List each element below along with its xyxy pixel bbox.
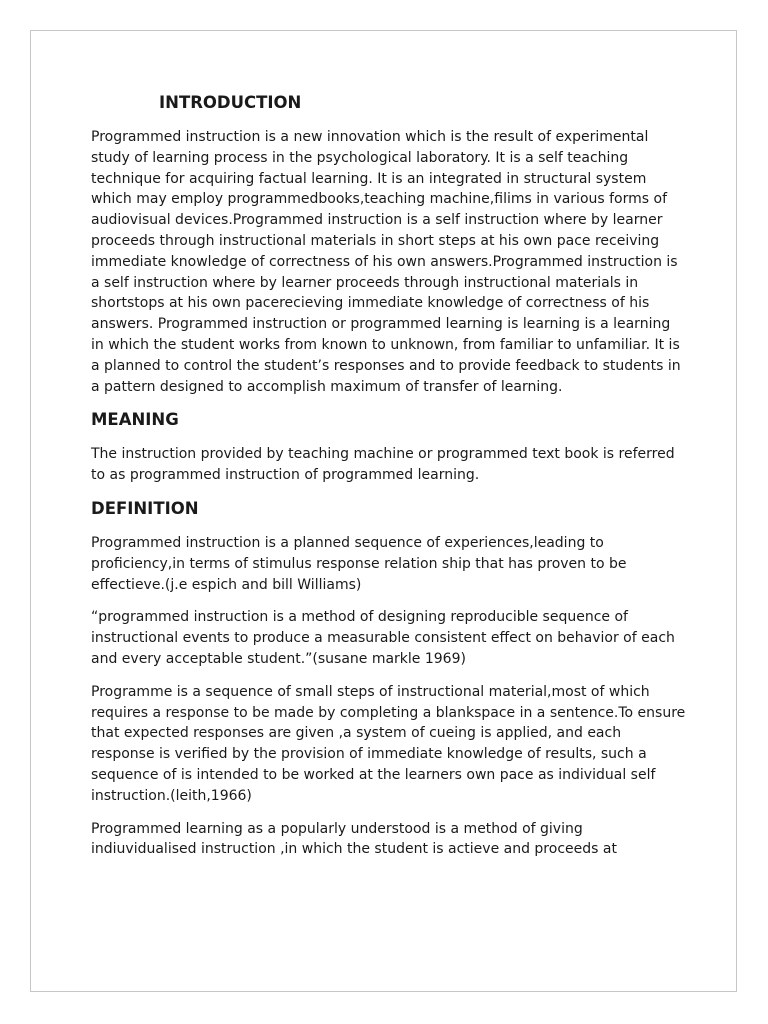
page-title: INTRODUCTION: [159, 93, 302, 112]
intro-paragraph: Programmed instruction is a new innovation which is the result of experimental study of learning process in the psychological laboratory. It is a self teaching technique for acquiring factual learning. It is an integrated in structural system which may employ programmedbooks,teaching machine,filims in various forms of audiovisual devices.Programmed instruction is a self instruction where by learner proceeds through instructional materials in short steps at his own pace receiving immediate knowledge of correctness of his own answers.Programmed instruction is a self instruction where by learner proceeds through instructional materials in shortstops at his own pacerecieving immediate knowledge of correctness of his answers. Programmed instruction or programmed learning is learning is a learning in which the student works from known to unknown, from familiar to unfamiliar. It is a planned to control the student’s responses and to provide feedback to students in a pattern designed to accomplish maximum of transfer of learning.: [91, 129, 681, 395]
definition-paragraph-2: “programmed instruction is a method of designing reproducible sequence of instructional events to produce a measurable consistent effect on behavior of each and every acceptable student.”(susane markle 1969): [91, 609, 675, 667]
definition-paragraph-1: Programmed instruction is a planned sequence of experiences,leading to proficiency,in terms of stimulus response relation ship that has proven to be effectieve.(j.e espich and bill Williams): [91, 534, 627, 593]
document-page: [30, 30, 737, 992]
definition-paragraph-3: Programme is a sequence of small steps of instructional material,most of which requires a response to be made by completing a blankspace in a sentence.To ensure that expected responses are given ,a system of cueing is applied, and each response is verified by the provision of immediate knowledge of results, such a sequence of is intended to be worked at the learners own pace as individual self instruction.(leith,1966): [91, 683, 686, 804]
definition-heading: DEFINITION: [91, 498, 199, 518]
definition-paragraph-4: Programmed learning as a popularly understood is a method of giving indiuvidualised instruction ,in which the student is actieve and proceeds at: [91, 820, 617, 858]
meaning-heading: MEANING: [91, 410, 179, 430]
meaning-paragraph: The instruction provided by teaching machine or programmed text book is referred to as programmed instruction of programmed learning.: [91, 446, 675, 484]
document-body: [91, 93, 687, 872]
